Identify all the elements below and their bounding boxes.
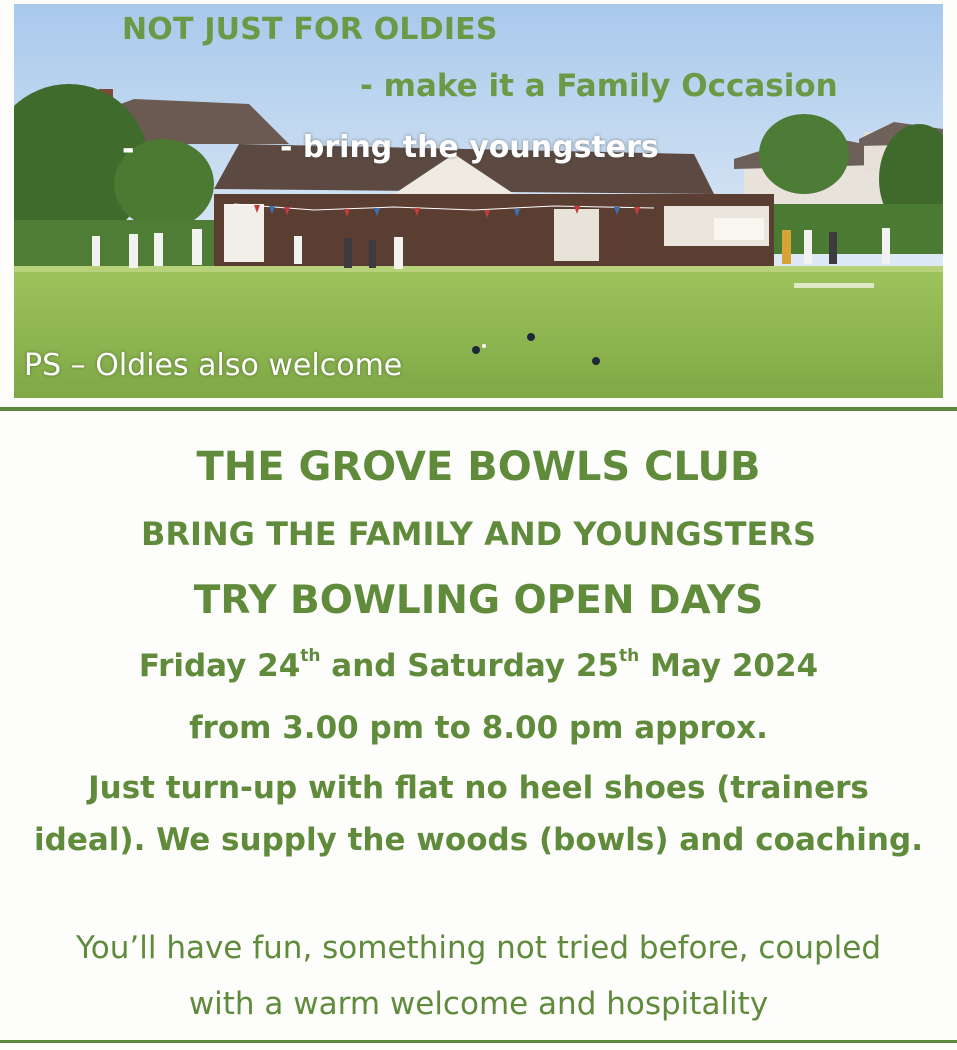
top-divider (0, 407, 957, 411)
bowling-green-clubhouse-photo (14, 4, 943, 398)
date-connector: and Saturday 25 (320, 648, 619, 684)
club-title: THE GROVE BOWLS CLUB (196, 444, 761, 490)
banner-headline-not-just-for-oldies: NOT JUST FOR OLDIES (122, 12, 498, 47)
date-day-1: Friday 24 (138, 648, 301, 684)
welcome-text: You’ll have fun, something not tried before, coupled with a warm welcome and hospitality (75, 930, 882, 1022)
banner-headline-dash: - (122, 132, 135, 167)
instructions-text: Just turn-up with flat no heel shoes (trainers ideal). We supply the woods (bowls) and coaching. (34, 770, 923, 858)
banner-headline-family-occasion: - make it a Family Occasion (360, 68, 838, 104)
date-day-2-suffix: th (619, 646, 640, 666)
banner-ps-note: PS – Oldies also welcome (24, 348, 403, 383)
banner-photo (14, 4, 943, 398)
event-times: from 3.00 pm to 8.00 pm approx. (189, 710, 768, 746)
date-month-year: May 2024 (639, 648, 819, 684)
tagline: BRING THE FAMILY AND YOUNGSTERS (140, 515, 817, 553)
open-days-heading: TRY BOWLING OPEN DAYS (193, 578, 764, 623)
banner-headline-bring-youngsters: - bring the youngsters (280, 130, 659, 165)
bottom-divider (0, 1040, 957, 1043)
date-day-1-suffix: th (300, 646, 321, 666)
event-dates (0, 648, 957, 684)
